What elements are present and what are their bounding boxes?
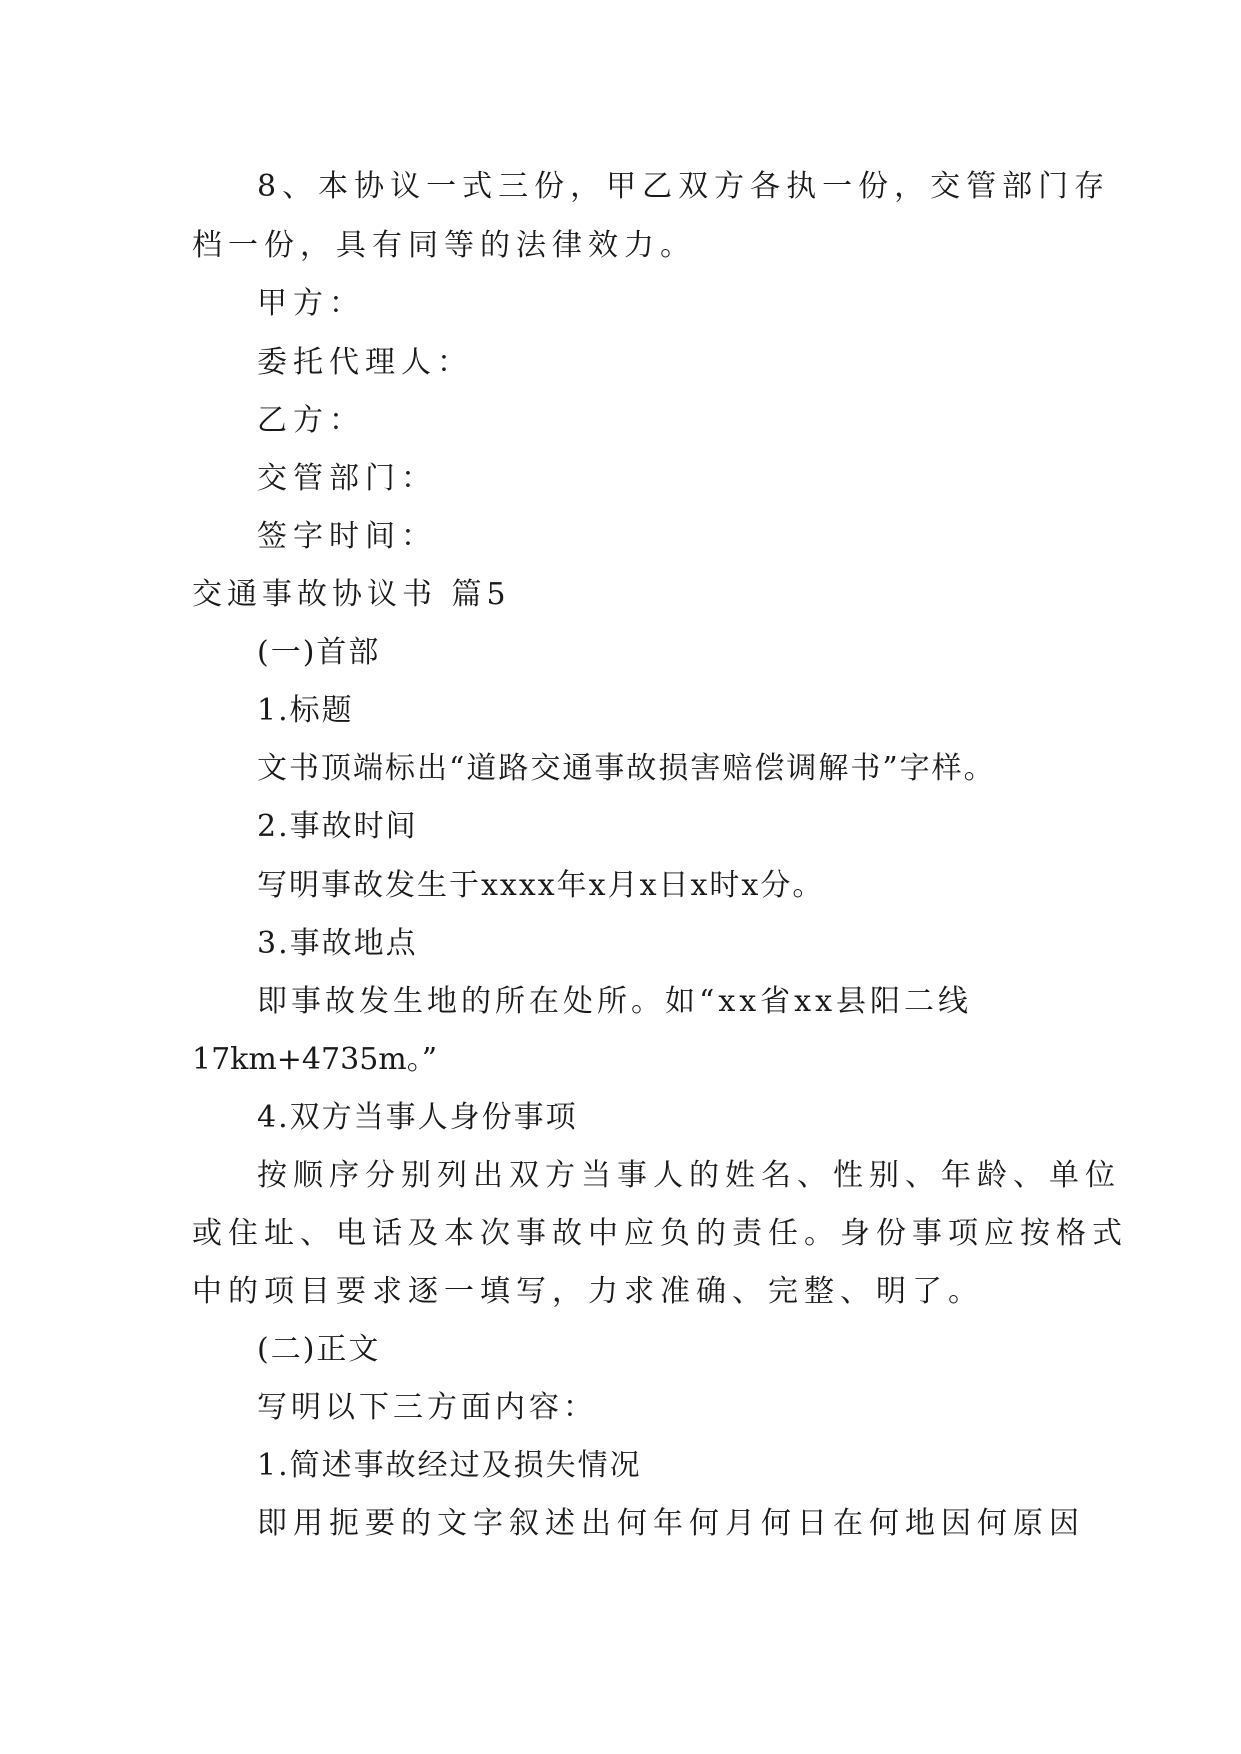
- item-identity-heading: 4.双方当事人身份事项: [257, 1100, 578, 1135]
- item-time-text: 写明事故发生于xxxx年x月x日x时x分。: [257, 868, 825, 903]
- item-title-text: 文书顶端标出“道路交通事故损害赔偿调解书”字样。: [257, 751, 996, 786]
- party-b-label: 乙方：: [257, 403, 365, 438]
- section-heading: 交通事故协议书 篇5: [192, 577, 511, 612]
- party-a-label: 甲方：: [257, 286, 365, 321]
- item-identity-text-2: 或住址、电话及本次事故中应负的责任。身份事项应按格式: [192, 1216, 1128, 1251]
- item-identity-text-3: 中的项目要求逐一填写，力求准确、完整、明了。: [192, 1274, 984, 1309]
- item-time-heading: 2.事故时间: [257, 809, 418, 844]
- item-location-text-2: 17km+4735m。”: [192, 1042, 438, 1077]
- item-title-heading: 1.标题: [257, 693, 354, 728]
- item-location-heading: 3.事故地点: [257, 926, 418, 961]
- agent-label: 委托代理人：: [257, 345, 473, 380]
- clause-8-line-2: 档一份，具有同等的法律效力。: [192, 228, 696, 263]
- part-2-heading: (二)正文: [257, 1332, 381, 1367]
- item-summary-text: 即用扼要的文字叙述出何年何月何日在何地因何原因: [257, 1506, 1085, 1541]
- part-1-heading: (一)首部: [257, 635, 381, 670]
- clause-8-line-1: 8、本协议一式三份，甲乙双方各执一份，交管部门存: [257, 169, 1111, 204]
- traffic-dept-label: 交管部门：: [257, 461, 437, 496]
- item-identity-text-1: 按顺序分别列出双方当事人的姓名、性别、年龄、单位: [257, 1158, 1121, 1193]
- item-location-text-1: 即事故发生地的所在处所。如“xx省xx县阳二线: [257, 984, 973, 1019]
- part-2-intro: 写明以下三方面内容：: [257, 1390, 597, 1425]
- item-summary-heading: 1.简述事故经过及损失情况: [257, 1448, 642, 1483]
- sign-date-label: 签字时间：: [257, 519, 437, 554]
